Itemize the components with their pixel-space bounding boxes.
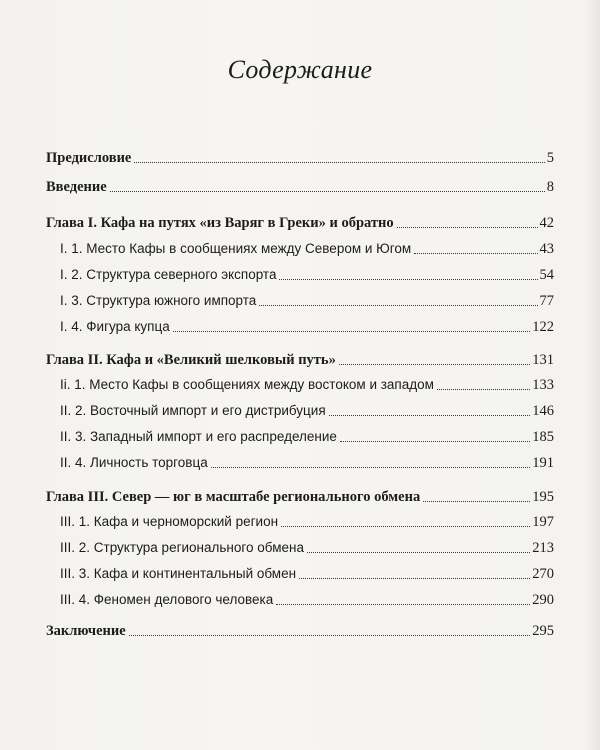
leader-dots xyxy=(307,551,530,553)
toc-page-number: 54 xyxy=(539,267,554,283)
toc-page-number: 195 xyxy=(532,489,554,505)
toc-label: II. 2. Восточный импорт и его дистрибуция xyxy=(60,403,326,418)
leader-dots xyxy=(281,525,530,527)
toc-label: III. 1. Кафа и черноморский регион xyxy=(60,514,279,529)
toc-entry-section-3-2 xyxy=(60,535,554,557)
leader-dots xyxy=(134,161,544,163)
toc-entry-chapter-1 xyxy=(46,210,554,232)
toc-label: Предисловие xyxy=(46,150,132,166)
toc-entry-section-2-3 xyxy=(60,424,554,446)
toc-entry-section-1-2 xyxy=(60,262,554,284)
toc-page-number: 213 xyxy=(532,540,554,556)
toc-label: II. 3. Западный импорт и его распределение xyxy=(60,429,337,444)
leader-dots xyxy=(173,330,531,332)
toc-label: II. 4. Личность торговца xyxy=(60,455,208,470)
toc-entry-section-2-2 xyxy=(60,398,554,420)
toc-page-number: 197 xyxy=(532,514,554,530)
toc-page-number: 131 xyxy=(532,352,554,368)
toc-entry-section-2-1 xyxy=(60,372,554,394)
toc-page-number: 133 xyxy=(532,377,554,393)
leader-dots xyxy=(397,226,538,228)
toc-label: Глава I. Кафа на путях «из Варяг в Греки» и обратно xyxy=(46,215,394,231)
toc-entry-section-1-4 xyxy=(60,314,554,336)
toc-entry-chapter-3 xyxy=(46,484,554,506)
toc-entry-conclusion xyxy=(46,618,554,640)
toc-label: III. 2. Структура регионального обмена xyxy=(60,540,304,555)
leader-dots xyxy=(259,304,537,306)
toc-page-number: 146 xyxy=(532,403,554,419)
toc-entry-section-3-4 xyxy=(60,587,554,609)
toc-entry-section-2-4 xyxy=(60,450,554,472)
toc-entry-section-3-1 xyxy=(60,509,554,531)
toc-page-number: 42 xyxy=(539,215,554,231)
toc-label: Глава II. Кафа и «Великий шелковый путь» xyxy=(46,352,336,368)
toc-page-number: 290 xyxy=(532,592,554,608)
toc-label: III. 3. Кафа и континентальный обмен xyxy=(60,566,297,581)
leader-dots xyxy=(299,577,530,579)
toc-page-number: 8 xyxy=(546,179,554,195)
toc-page-number: 191 xyxy=(532,455,554,471)
toc-page-number: 43 xyxy=(539,241,554,257)
toc-label: Ii. 1. Место Кафы в сообщениях между востоком и западом xyxy=(60,377,434,392)
toc-label: Введение xyxy=(46,179,107,195)
leader-dots xyxy=(437,388,530,390)
leader-dots xyxy=(279,278,537,280)
leader-dots xyxy=(423,500,530,502)
leader-dots xyxy=(276,603,530,605)
toc-page-number: 270 xyxy=(532,566,554,582)
leader-dots xyxy=(110,190,545,192)
toc-entry-preface xyxy=(46,145,554,167)
toc-page-number: 295 xyxy=(532,623,554,639)
toc-label: I. 1. Место Кафы в сообщениях между Севером и Югом xyxy=(60,241,412,256)
toc-entry-section-1-3 xyxy=(60,288,554,310)
toc-entry-section-1-1 xyxy=(60,236,554,258)
toc-entry-intro xyxy=(46,174,554,196)
toc-page-number: 122 xyxy=(532,319,554,335)
toc-label: Глава III. Север — юг в масштабе регионального обмена xyxy=(46,489,421,505)
toc-entry-chapter-2 xyxy=(46,347,554,369)
toc-page-number: 77 xyxy=(539,293,554,309)
leader-dots xyxy=(211,466,531,468)
leader-dots xyxy=(340,440,530,442)
toc-label: I. 4. Фигура купца xyxy=(60,319,170,334)
toc-page-number: 185 xyxy=(532,429,554,445)
leader-dots xyxy=(329,414,531,416)
toc-page-number: 5 xyxy=(546,150,554,166)
page-edge-shadow xyxy=(586,0,600,750)
leader-dots xyxy=(129,634,531,636)
page-title: Содержание xyxy=(227,55,373,84)
toc-label: I. 2. Структура северного экспорта xyxy=(60,267,277,282)
toc-label: I. 3. Структура южного импорта xyxy=(60,293,257,308)
leader-dots xyxy=(339,363,530,365)
leader-dots xyxy=(414,252,537,254)
toc-label: III. 4. Феномен делового человека xyxy=(60,592,274,607)
toc-label: Заключение xyxy=(46,623,126,639)
toc-entry-section-3-3 xyxy=(60,561,554,583)
